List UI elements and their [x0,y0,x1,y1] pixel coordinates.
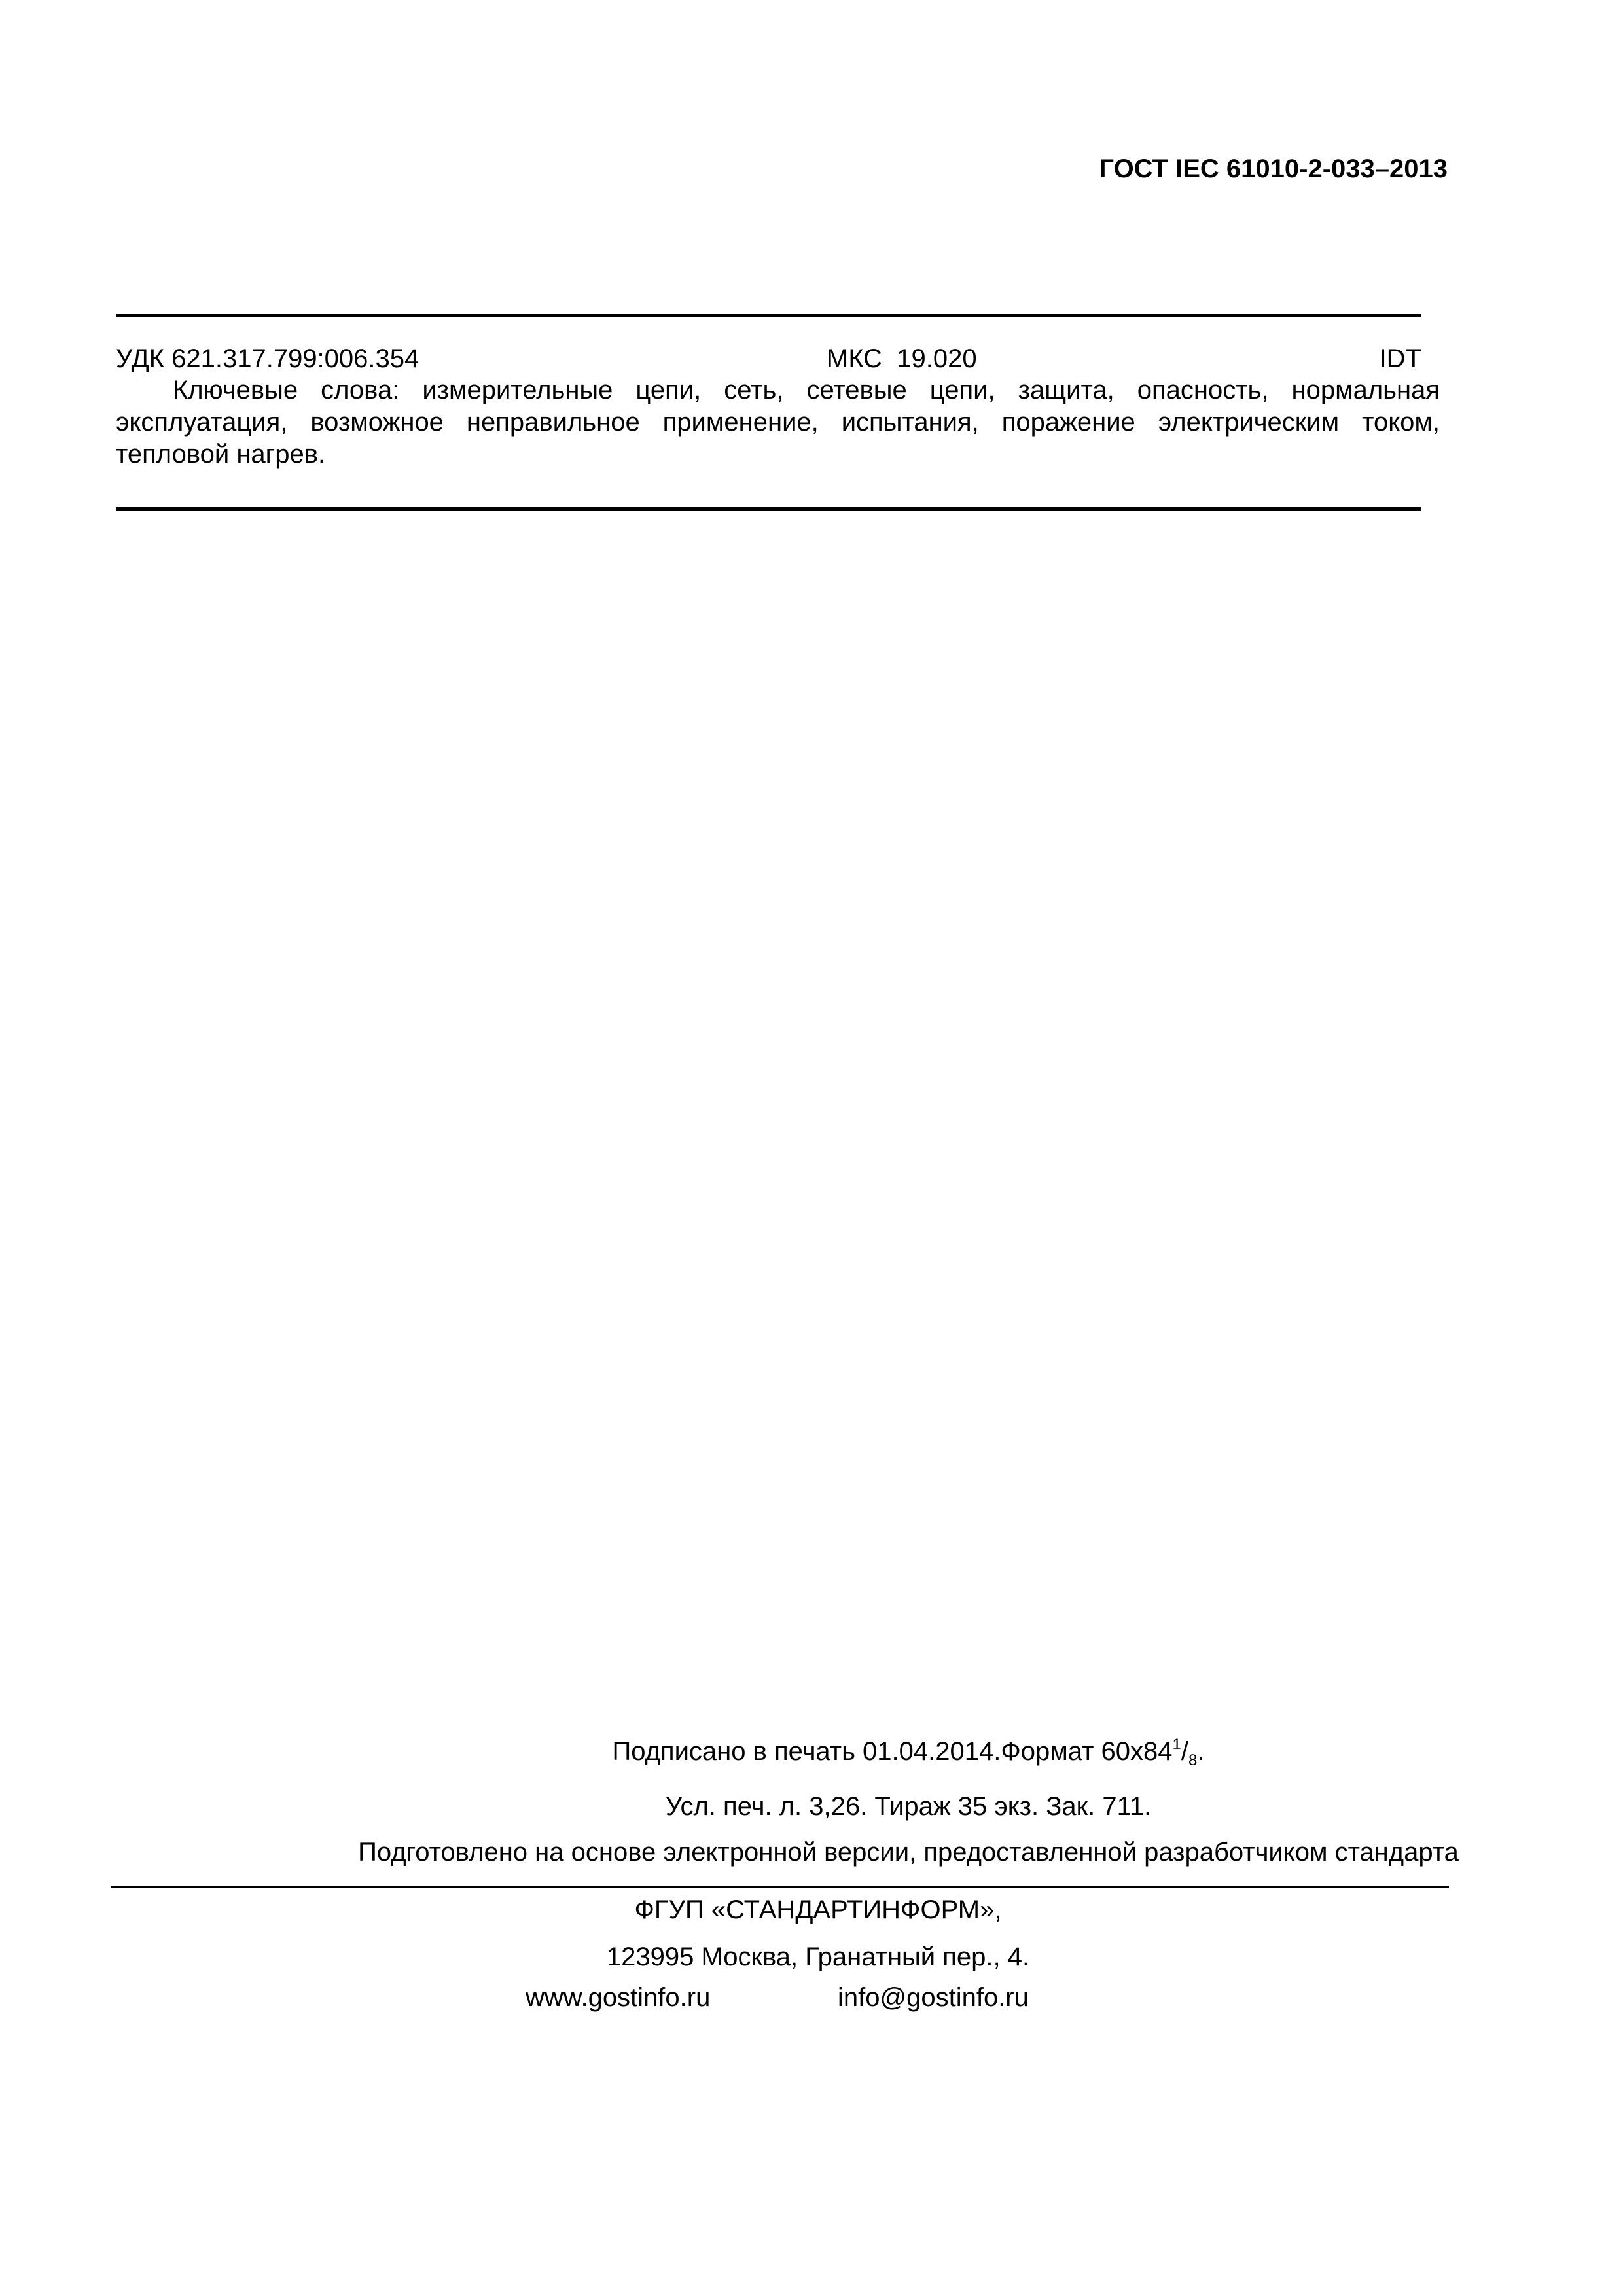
format-denominator: 8 [1188,1751,1198,1769]
signed-suffix: . [1197,1737,1205,1766]
keywords-paragraph: Ключевые слова: измерительные цепи, сеть, сетевые цепи, защита, опасность, нормальная эксплуатация, возможное неправильное применение, испытания, поражение электрическим током, тепловой нагрев. [116,376,1440,469]
prepared-note-line: Подготовлено на основе электронной версии, предоставленной разработчиком стандарта [358,1838,1459,1867]
imprint-divider [111,1886,1449,1888]
format-numerator: 1 [1172,1736,1181,1753]
signed-prefix: Подписано в печать 01.04.2014.Формат 60x84 [612,1737,1173,1766]
document-code: ГОСТ IEC 61010-2-033–2013 [1099,154,1448,183]
mks-code: МКС 19.020 [827,344,977,373]
idt-label: IDT [1379,344,1421,373]
signed-for-print-line [97,1736,1623,1770]
classification-row [116,342,1421,376]
format-slash: / [1181,1737,1189,1766]
publisher-line: ФГУП «СТАНДАРТИНФОРМ», [634,1895,1002,1924]
format-fraction [1172,1736,1198,1769]
website-link[interactable]: www.gostinfo.ru [526,1983,711,2012]
contacts-row [0,1983,1623,2017]
middle-divider [116,507,1421,511]
top-divider [116,314,1421,317]
email-link[interactable]: info@gostinfo.ru [838,1983,1029,2012]
print-info-line: Усл. печ. л. 3,26. Тираж 35 экз. Зак. 711. [665,1792,1152,1821]
address-line: 123995 Москва, Гранатный пер., 4. [606,1943,1030,1971]
udk-code: УДК 621.317.799:006.354 [116,344,419,373]
